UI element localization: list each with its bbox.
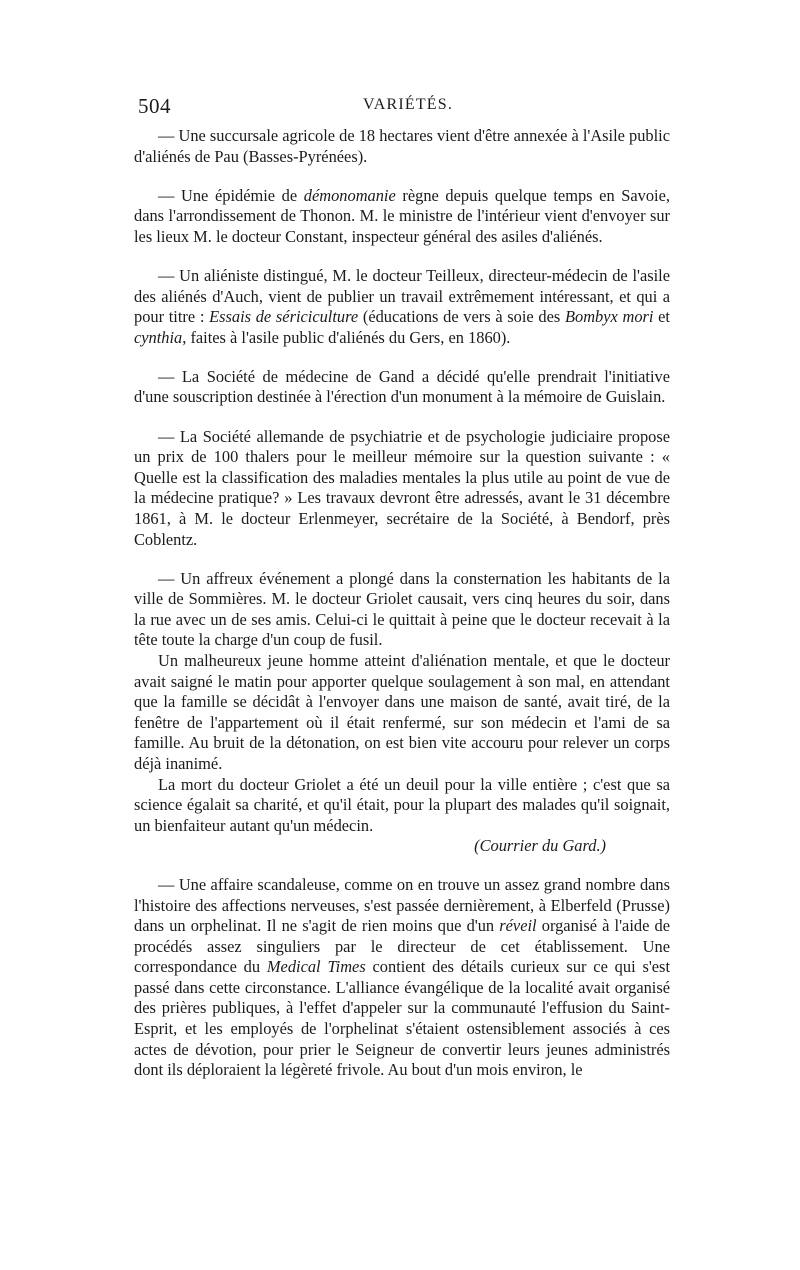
paragraph-gand: — La Société de médecine de Gand a décidé qu'elle prendrait l'initiative d'une souscription destinée à l'érection d'un monument à la mémoire de Guislain. [134,366,670,407]
paragraph-malheureux: Un malheureux jeune homme atteint d'aliénation mentale, et que le docteur avait saigné le matin pour apporter quelque soulagement à son mal, en attendant que la famille se décidât à l'envoyer dans une maison de santé, avait tiré, de la fenêtre de l'appartement où il était renfermé, sur son médecin et l'ami de sa famille. Au bruit de la détonation, on est bien vite accouru pour relever un corps déjà inanimé. [134,650,670,773]
paragraph-evenement: — Un affreux événement a plongé dans la consternation les habitants de la ville de Sommières. M. le docteur Griolet causait, vers cinq heures du soir, dans la rue avec un de ses amis. Celui-ci le quittait à peine que le docteur recevait à la tête toute la charge d'un coup de fusil. [134,568,670,650]
running-title: VARIÉTÉS. [363,96,454,113]
paragraph-succursale: — Une succursale agricole de 18 hectares vient d'être annexée à l'Asile public d'aliénés de Pau (Basses-Pyrénées). [134,126,670,166]
page-header [138,94,678,118]
page-number: 504 [138,94,171,118]
paragraph-mort: La mort du docteur Griolet a été un deuil pour la ville entière ; c'est que sa science égalait sa charité, et qu'il était, pour la plupart des malades qu'il soignait, un bienfaiteur autant qu'un médecin. [134,774,670,835]
paragraph-societe-allemande: — La Société allemande de psychiatrie et de psychologie judiciaire propose un prix de 100 thalers pour le meilleur mémoire sur la question suivante : « Quelle est la classification des maladies mentales la plus utile au point de vue de la médecine pratique? » Les travaux devront être adressés, avant le 31 décembre 1861, à M. le docteur Erlenmeyer, secrétaire de la Société, à Bendorf, près Coblentz. [134,426,670,549]
source-citation: (Courrier du Gard.) [474,836,606,856]
paragraph-affaire: — Une affaire scandaleuse, comme on en trouve un assez grand nombre dans l'histoire des affections nerveuses, s'est passée dernièrement, à Elberfeld (Prusse) dans un orphelinat. Il ne s'agit de rien moins que d'un réveil organisé à l'aide de procédés assez singuliers par le directeur de cet établissement. Une correspondance du Medical Times contient des détails curieux sur ce qui s'est passé dans cette circonstance. L'alliance évangélique de la localité avait organisé des prières publiques, à l'effet d'appeler sur la communauté l'effusion du Saint-Esprit, et les employés de l'orphelinat s'étaient ostensiblement associés à ces actes de dévotion, pour prier le Seigneur de convertir leurs jeunes administrés dont ils déploraient la légèreté frivole. Au bout d'un mois environ, le [134,874,670,1080]
paragraph-alieniste: — Un aliéniste distingué, M. le docteur Teilleux, directeur-médecin de l'asile des aliénés d'Auch, vient de publier un travail extrêmement intéressant, et qui a pour titre : Essais de sériciculture (éducations de vers à soie des Bombyx mori et cynthia, faites à l'asile public d'aliénés du Gers, en 1860). [134,265,670,347]
body-text [134,126,670,1081]
paragraph-epidemie: — Une épidémie de démonomanie règne depuis quelque temps en Savoie, dans l'arrondissement de Thonon. M. le ministre de l'intérieur vient d'envoyer sur les lieux M. le docteur Constant, inspecteur général des asiles d'aliénés. [134,185,670,246]
